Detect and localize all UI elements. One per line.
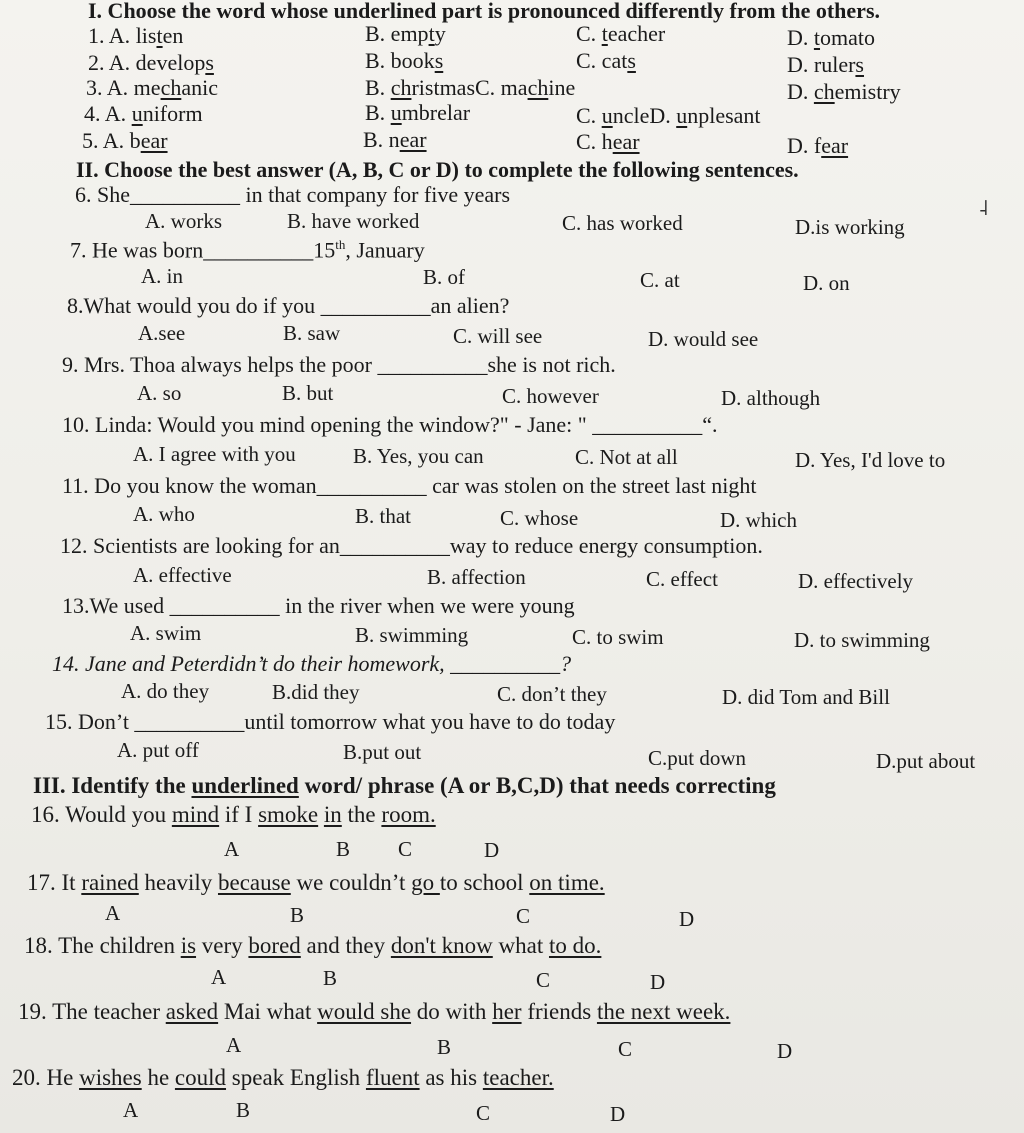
question-15-stem: 15. Don’t __________until tomorrow what you have to do today [45,709,616,734]
option-d: D. Yes, I'd love to [795,448,946,472]
option-a: A. swim [130,621,202,645]
option-c: C. has worked [562,211,683,235]
option-c: C. at [640,268,680,292]
letter-c: C [516,904,531,928]
letter-b: B [336,837,351,861]
option-c: C.put down [648,746,747,770]
question-8-stem: 8.What would you do if you __________an alien? [67,293,510,318]
letter-c: C [536,968,551,992]
option-c: C. will see [453,324,543,348]
letter-d: D [484,838,500,862]
option-c: C. don’t they [497,682,607,706]
option-a: A. I agree with you [133,442,296,466]
option-a: A.see [138,321,186,345]
option-d: D.put about [876,749,976,773]
option-d: D. which [720,508,797,532]
question-10-stem: 10. Linda: Would you mind opening the window?" - Jane: " __________“. [62,412,718,437]
option-d: D. did Tom and Bill [722,685,890,709]
option-b: B. of [423,265,465,289]
option-d: D. although [721,386,821,410]
letter-b: B [437,1035,452,1059]
option-c: C. however [502,384,599,408]
letter-d: D [610,1102,626,1126]
option-b: B. saw [283,321,341,345]
question-11-stem: 11. Do you know the woman__________ car was stolen on the street last night [62,473,757,498]
letter-c: C [476,1101,491,1125]
letter-b: B [236,1098,251,1122]
question-13-stem: 13.We used __________ in the river when we were young [62,593,575,618]
option-a: A. in [141,264,183,288]
letter-a: A [211,965,227,989]
option-d: D. effectively [798,569,914,593]
option-b: B. swimming [355,623,469,647]
option-a: A. put off [117,738,199,762]
option-a: A. effective [133,563,232,587]
section-3-heading: III. Identify the underlined word/ phrase (A or B,C,D) that needs correcting [33,773,776,798]
letter-c: C [618,1037,633,1061]
option-c: C. Not at all [575,445,678,469]
letter-c: C [398,837,413,861]
question-9-stem: 9. Mrs. Thoa always helps the poor __________she is not rich. [62,352,616,377]
letter-a: A [226,1033,242,1057]
letter-d: D [679,907,695,931]
option-b: B. that [355,504,411,528]
question-14-stem: 14. Jane and Peterdidn’t do their homework, __________? [52,651,572,676]
letter-b: B [323,966,338,990]
letter-a: A [123,1098,139,1122]
option-a: A. do they [121,679,210,703]
section-2-heading: II. Choose the best answer (A, B, C or D) to complete the following sentences. [76,157,799,182]
option-c: C. effect [646,567,718,591]
option-a: A. works [145,209,222,233]
letter-d: D [650,970,666,994]
option-b: B. have worked [287,209,420,233]
option-b: B. affection [427,565,526,589]
option-c: C. to swim [572,625,664,649]
letter-b: B [290,903,305,927]
margin-pen-mark: ˨ [978,196,989,221]
option-d: D.is working [795,215,905,239]
option-b: B.put out [343,740,422,764]
option-c: C. whose [500,506,579,530]
option-a: A. who [133,502,195,526]
option-d: D. would see [648,327,759,351]
letter-d: D [777,1039,793,1063]
letter-a: A [105,901,121,925]
option-a: A. so [137,381,182,405]
section-1-heading: I. Choose the word whose underlined part is pronounced differently from the others. [88,0,881,23]
option-b: B. Yes, you can [353,444,484,468]
option-d: D. to swimming [794,628,930,652]
letter-a: A [224,837,240,861]
question-12-stem: 12. Scientists are looking for an__________way to reduce energy consumption. [60,533,763,558]
question-6-stem: 6. She__________ in that company for five years [75,182,511,207]
worksheet-page: I. Choose the word whose underlined part is pronounced differently from the others. 1. A. listen B. empty C. teacher D. tomato 2. A. develops B. books C. cats D. rulers 3. A. mechanic B. christmasC. machine D. chemistry 4. A. uniform B. umbrelar C. uncleD. unplesant 5. A. bear B. near C. hear D. fear II. Choose the best answer (A, B, C or D) to complete the following sentences. 6. She__________ in that company for five years A. works B. have worked C. has worked D.is working ˨ 7. He was born__________15th, January A. in B. of C. at D. on 8.What would you do if you __________an alien? A.see B. saw C. will see D. would see 9. Mrs. Thoa always helps the poor __________she is not rich. A. so B. but C. however D. although 10. Linda: Would you mind opening the window?" - Jane: " __________“. A. I agree with you B. Yes, you can C. Not at all D. Yes, I'd love to 11. Do you know the woman__________ car was stolen on the street last night A. who B. that C. whose D. which 12. Scientists are looking for an__________way to reduce energy consumption. A. effective B. affection C. effect D. effectively 13.We used __________ in the river when we were young A. swim B. swimming C. to swim D. to swimming 14. Jane and Peterdidn’t do their homework, __________? A. do they B.did they C. don’t they D. did Tom and Bill 15. Don’t __________until tomorrow what you have to do today A. put off B.put out C.put down D.put about III. Identify the underlined word/ phrase (A or B,C,D) that needs correcting 16. Would you mind if I smoke in the room. A B C D 17. It rained heavily because we couldn’t go to school on time. A B C D 18. The children is very bored and they don't know what to do. A B C D 19. The teacher asked Mai what would she do with her friends the next week. A B C D 20. He wishes he could speak English fluent as his teacher. A B C D [0,0,1024,1133]
option-b: B. but [282,381,334,405]
option-b: B.did they [272,680,360,704]
option-d: D. on [803,271,850,295]
